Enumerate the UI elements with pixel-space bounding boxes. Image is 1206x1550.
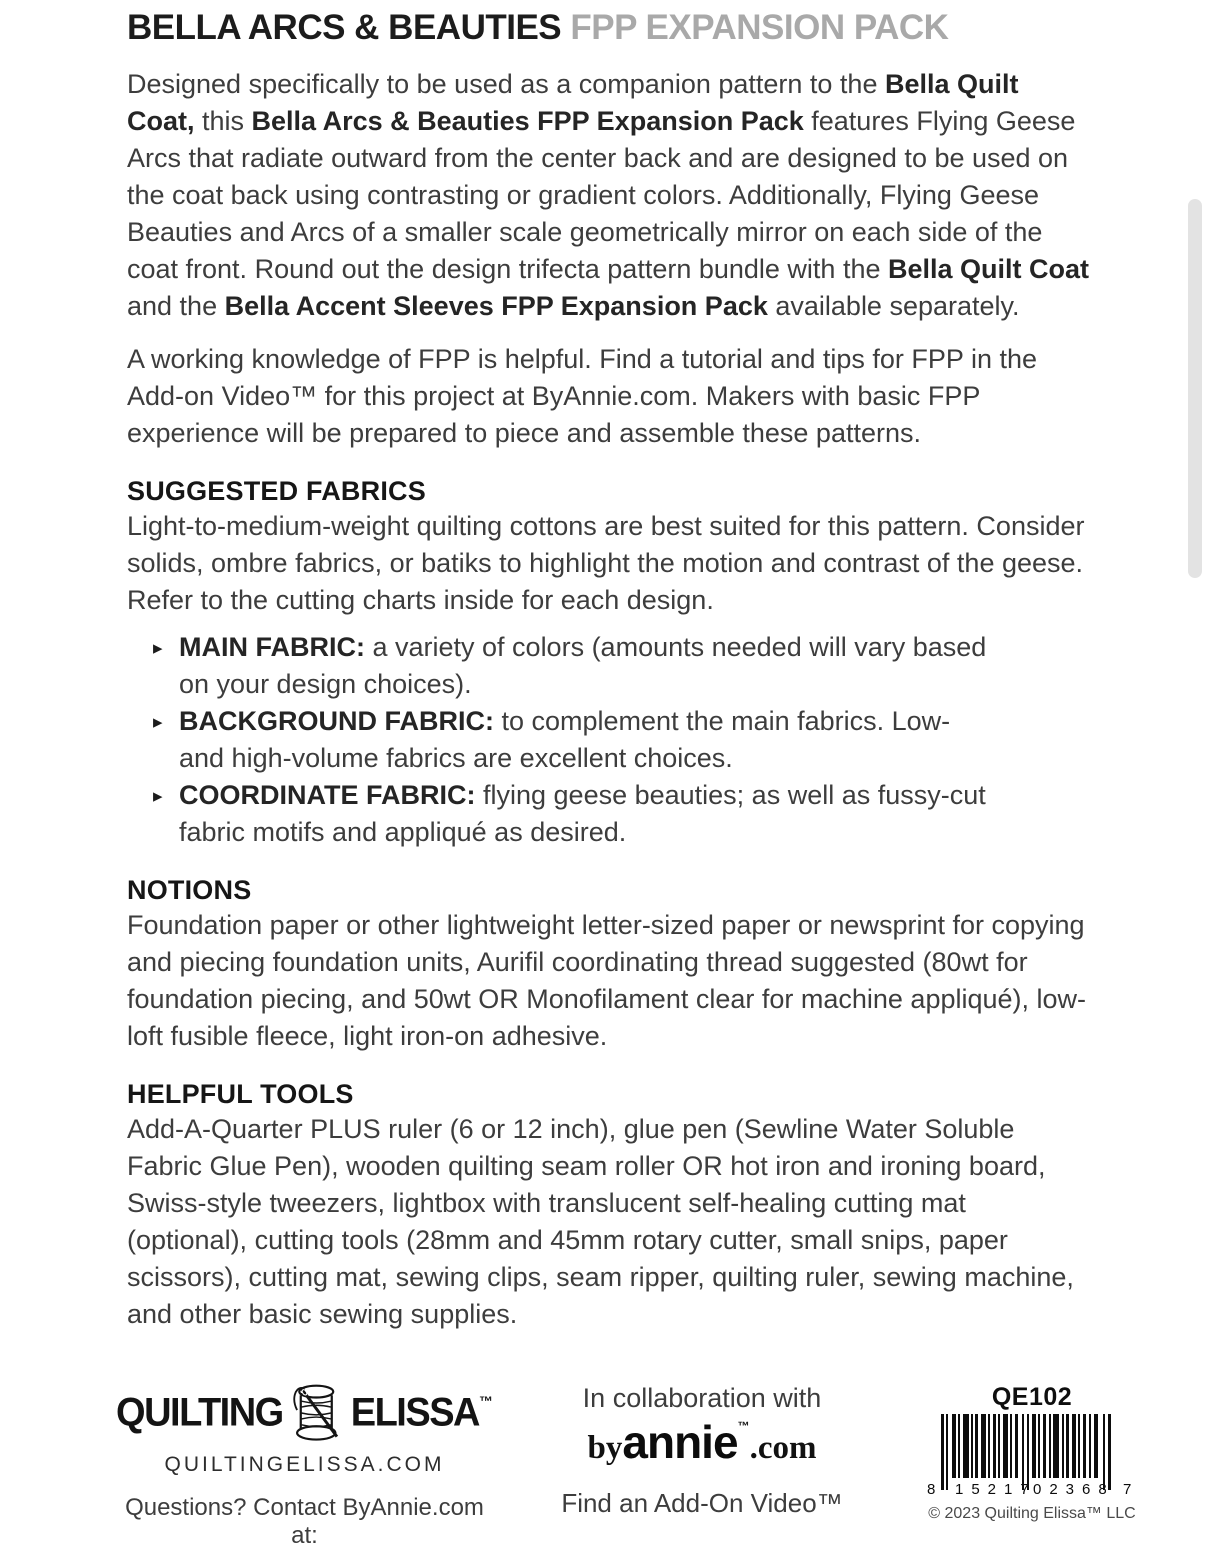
collaboration-label: In collaboration with — [582, 1383, 822, 1413]
helpful-tools-heading: HELPFUL TOOLS — [127, 1079, 354, 1109]
find-video-line: Find an Add-On Video™ — [561, 1488, 843, 1518]
intro-seg-bold: Bella Accent Sleeves FPP Expansion Pack — [224, 291, 768, 321]
barcode-digit: 8 — [927, 1481, 936, 1498]
fabric-label: BACKGROUND FABRIC: — [179, 706, 494, 736]
fabric-text: a variety of colors (amounts needed will vary based on your design choices). — [179, 632, 987, 699]
fabric-list — [127, 629, 1091, 851]
intro-paragraph — [127, 66, 1091, 325]
bullet-arrow-icon: ▸ — [153, 638, 163, 659]
intro-seg-bold: Bella Arcs & Beauties FPP Expansion Pack — [251, 106, 804, 136]
notions-heading: NOTIONS — [127, 875, 252, 905]
barcode-digit: 7 — [1123, 1481, 1132, 1498]
page-title-suffix: FPP EXPANSION PACK — [561, 8, 949, 47]
fabric-label: COORDINATE FABRIC: — [179, 780, 476, 810]
suggested-fabrics-paragraph: Light-to-medium-weight quilting cottons are best suited for this pattern. Consider solids, ombre fabrics, or batiks to highlight the motion and contrast of the geese. Refer to the cutting charts inside for each design. — [127, 511, 1085, 615]
intro-seg: features Flying Geese Arcs that radiate outward from the center back and are designed to be used on the coat back using contrasting or gradient colors. Additionally, Flying Geese Beauties and Arcs of a smaller scale geometrically mirror on each side of the coat front. Round out the design trifecta pattern bundle with the — [127, 106, 1076, 284]
barcode-digits: 15217 — [955, 1481, 1037, 1498]
list-item — [153, 777, 989, 851]
trademark-symbol: ™ — [478, 1393, 493, 1409]
logo-word-quilting: QUILTING — [116, 1390, 283, 1435]
quilting-elissa-website: QUILTINGELISSA.COM — [164, 1453, 445, 1476]
logo-annie: annie — [622, 1416, 738, 1468]
intro-seg: this — [194, 106, 252, 136]
barcode-block — [907, 1383, 1157, 1550]
quilting-elissa-block — [116, 1383, 493, 1550]
intro-seg: available separately. — [767, 291, 1020, 321]
page-title — [127, 6, 1091, 50]
upc-barcode — [907, 1414, 1157, 1503]
intro-seg-bold: Bella Quilt Coat — [887, 254, 1090, 284]
logo-dotcom: .com — [749, 1430, 817, 1466]
logo-word-elissa: ELISSA — [350, 1390, 479, 1435]
list-item — [153, 629, 989, 703]
footer — [0, 1383, 1206, 1550]
thread-spool-needle-icon — [285, 1382, 349, 1449]
list-item — [153, 703, 989, 777]
page-title-main: BELLA ARCS & BEAUTIES — [127, 8, 562, 47]
bullet-arrow-icon: ▸ — [153, 712, 163, 733]
sku-code: QE102 — [991, 1383, 1073, 1411]
notions-paragraph: Foundation paper or other lightweight letter-sized paper or newsprint for copying and piecing foundation units, Aurifil coordinating thread suggested (80wt for foundation piecing, and 50wt OR Monofilament clear for machine appliqué), low-loft fusible fleece, light iron-on adhesive. — [127, 910, 1087, 1051]
logo-by: by — [587, 1430, 623, 1466]
scrollbar-thumb[interactable] — [1188, 199, 1202, 578]
byannie-block — [537, 1383, 867, 1550]
fabric-text: flying geese beauties; as well as fussy-cut fabric motifs and appliqué as desired. — [179, 780, 986, 847]
quilting-elissa-logo — [116, 1383, 493, 1443]
barcode-digits: 02368 — [1033, 1481, 1115, 1498]
fabric-text: to complement the main fabrics. Low-and high-volume fabrics are excellent choices. — [179, 706, 951, 773]
intro-seg-bold: Bella Quilt Coat, — [127, 69, 1019, 136]
copyright-line: © 2023 Quilting Elissa™ LLC — [928, 1505, 1136, 1522]
bullet-arrow-icon: ▸ — [153, 786, 163, 807]
fabric-label: MAIN FABRIC: — [179, 632, 365, 662]
helpful-tools-paragraph: Add-A-Quarter PLUS ruler (6 or 12 inch), glue pen (Sewline Water Soluble Fabric Glue Pen), wooden quilting seam roller OR hot iron and ironing board, Swiss-style tweezers, lightbox with translucent self-healing cutting mat (optional), cutting tools (28mm and 45mm rotary cutter, small snips, paper scissors), cutting mat, sewing clips, seam ripper, quilting ruler, sewing machine, and other basic sewing supplies. — [127, 1114, 1074, 1329]
contact-line: Questions? Contact ByAnnie.com at: — [125, 1494, 484, 1549]
intro-seg: Designed specifically to be used as a companion pattern to the — [127, 69, 885, 99]
fpp-note-paragraph: A working knowledge of FPP is helpful. Find a tutorial and tips for FPP in the Add-on Video™ for this project at ByAnnie.com. Makers with basic FPP experience will be prepared to piece and assemble these patterns. — [127, 344, 1037, 448]
intro-seg: and the — [127, 291, 225, 321]
trademark-symbol: ™ — [737, 1419, 750, 1433]
suggested-fabrics-heading: SUGGESTED FABRICS — [127, 476, 426, 506]
byannie-logo — [537, 1416, 867, 1480]
